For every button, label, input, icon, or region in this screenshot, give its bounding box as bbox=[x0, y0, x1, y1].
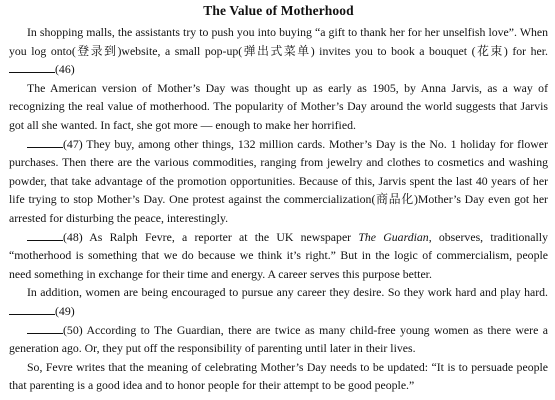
question-number-50: (50) bbox=[63, 322, 83, 337]
question-number-49: (49) bbox=[55, 303, 75, 318]
paragraph-2-text: The American version of Mother’s Day was thought up as early as 1905, by Anna Jarvis, as a way of recognizing the real value of motherhood. The popularity of Mother’s Day around the world suggests that Jarvis got all she wanted. In fact, she got more — enough to make her horrified. bbox=[9, 80, 548, 132]
paragraph-1-text: In shopping malls, the assistants try to push you into buying “a gift to thank her for her unselfish love”. When you log onto(登录到)website, a small pop-up(弹出式菜单) invites you to book a bouquet (花束) for her. bbox=[9, 25, 548, 58]
paragraph-3 bbox=[9, 135, 548, 228]
paragraph-6 bbox=[9, 321, 548, 358]
paragraph-4 bbox=[9, 228, 548, 284]
paragraph-7 bbox=[9, 358, 548, 395]
question-number-46: (46) bbox=[55, 62, 75, 77]
paragraph-5 bbox=[9, 283, 548, 320]
answer-blank-46[interactable] bbox=[9, 72, 55, 73]
paragraph-6-text: According to The Guardian, there are twice as many child-free young women as there were a generation ago. Or, they put off the responsibility of parenting until later in their lives. bbox=[9, 322, 548, 356]
paragraph-5-text: In addition, women are being encouraged to pursue any career they desire. So they work hard and play hard. bbox=[27, 285, 548, 300]
answer-blank-48[interactable] bbox=[27, 240, 63, 241]
paragraph-2 bbox=[9, 79, 548, 135]
paragraph-1 bbox=[9, 23, 548, 79]
answer-blank-49[interactable] bbox=[9, 314, 55, 315]
paragraph-4-text-b: , observes, traditionally “motherhood is something that we do because we think it’s right.” But in the logic of commercialism, people need something in exchange for their time and energy. A career serves this purpose better. bbox=[9, 229, 548, 281]
question-number-48: (48) bbox=[63, 229, 83, 244]
paragraph-4-text-a: As Ralph Fevre, a reporter at the UK newspaper bbox=[89, 229, 359, 244]
newspaper-name: The Guardian bbox=[358, 229, 429, 244]
paragraph-7-text: So, Fevre writes that the meaning of celebrating Mother’s Day needs to be updated: “It is to persuade people that parenting is a good idea and to honor people for their attempt to be good people.” bbox=[9, 359, 548, 393]
answer-blank-47[interactable] bbox=[27, 147, 63, 148]
answer-blank-50[interactable] bbox=[27, 333, 63, 334]
document-title: The Value of Motherhood bbox=[203, 3, 354, 18]
paragraph-3-text: They buy, among other things, 132 million cards. Mother’s Day is the No. 1 holiday for flower purchases. Then there are the various commodities, ranging from jewelry and clothes to cosmetics and washing powder, that take advantage of the promotion opportunities. Because of this, Jarvis spent the last 40 years of her life trying to stop Mother’s Day. One protest against the commercialization(商品化)Mother’s Day even got her arrested for disturbing the peace, interestingly. bbox=[9, 136, 548, 225]
question-number-47: (47) bbox=[63, 136, 83, 151]
